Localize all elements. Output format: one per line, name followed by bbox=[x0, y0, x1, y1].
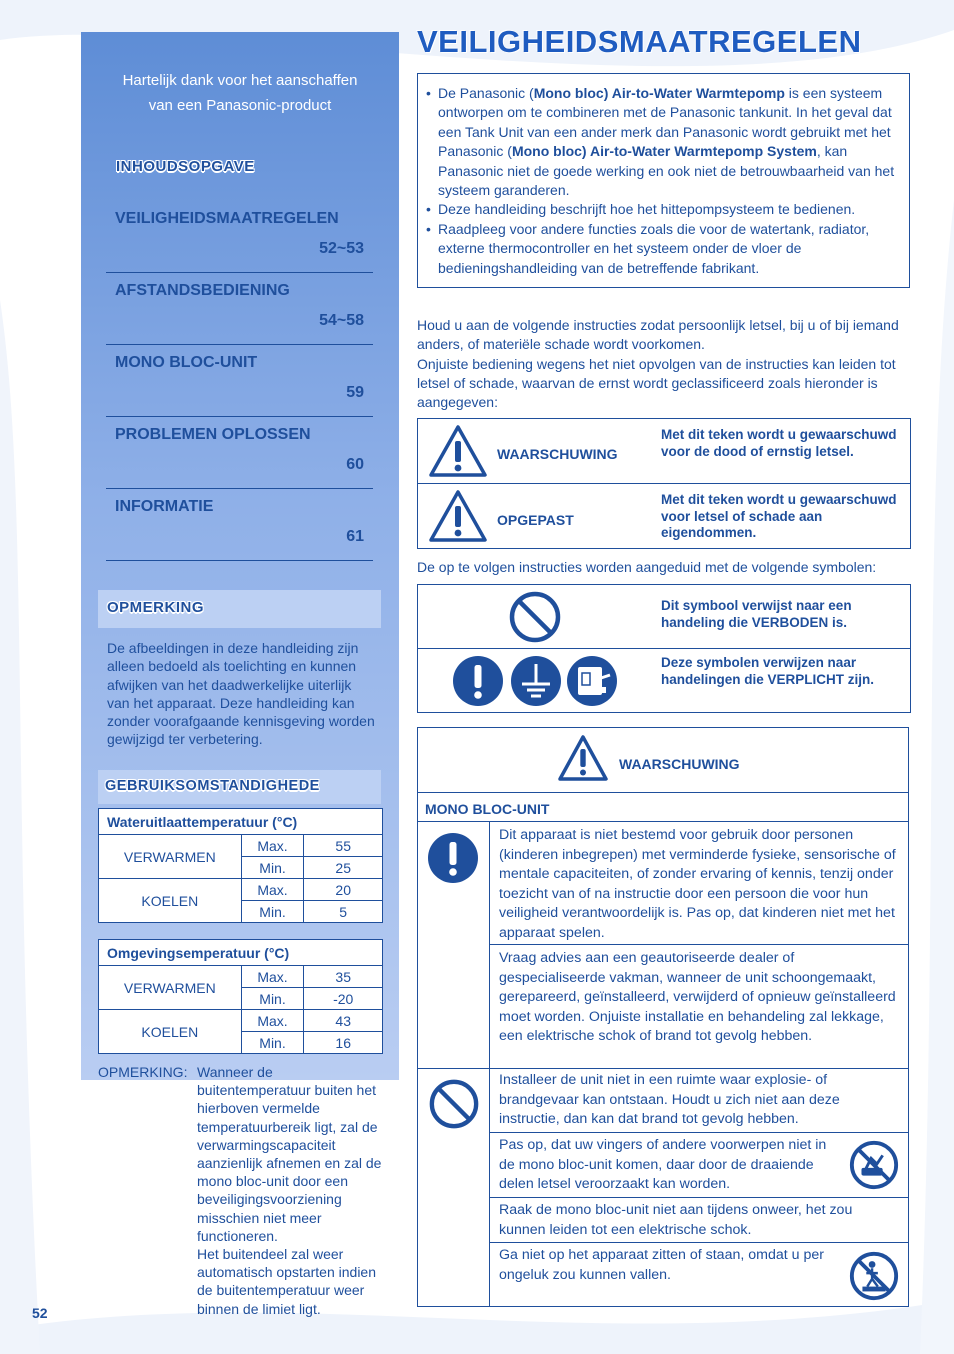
toc-item[interactable] bbox=[106, 344, 373, 417]
toc-item-pages: 60 bbox=[346, 456, 364, 473]
divider bbox=[418, 792, 908, 793]
toc-item-label: VEILIGHEIDSMAATREGELEN bbox=[115, 210, 339, 227]
table-header: Wateruitlaattemperatuur (°C) bbox=[99, 809, 383, 835]
toc-item[interactable] bbox=[106, 488, 373, 561]
page-title: VEILIGHEIDSMAATREGELEN bbox=[417, 24, 862, 59]
intro-bullet: • Raadpleeg voor andere functies zoals die voor de watertank, radiator, externe thermocontroller en het systeem onder de vloer de bedieningshandleiding van de betreffende fabrikant. bbox=[426, 220, 904, 278]
divider bbox=[489, 1132, 908, 1133]
warning-section bbox=[417, 727, 909, 1307]
paragraph-1: Houd u aan de volgende instructies zodat persoonlijk letsel, bij u of bij iemand anders, of materiële schade wordt voorkomen. bbox=[417, 317, 899, 353]
instructions-paragraph bbox=[417, 316, 909, 412]
intro-text: is een systeem ontworpen om te combineren met de Panasonic tankunit. In het geval dat een Tank Unit van een ander merk dan Panasonic wordt gebruikt met het Panasonic ( bbox=[438, 85, 892, 160]
toc-item[interactable] bbox=[106, 200, 373, 273]
intro-bullet: • Deze handleiding beschrijft hoe het hittepompsysteem te bedienen. bbox=[426, 200, 904, 219]
intro-list bbox=[426, 84, 904, 278]
remark-text-2: Het buitendeel zal weer automatisch opstarten indien de buitentemperatuur weer binnen de limiet ligt. bbox=[197, 1246, 376, 1317]
toc-item-label: MONO BLOC-UNIT bbox=[115, 354, 258, 371]
max-label: Max. bbox=[241, 879, 304, 901]
page-number: 52 bbox=[32, 1305, 48, 1321]
table-header: Omgevingsemperatuur (°C) bbox=[99, 940, 383, 966]
warning-subheading: MONO BLOC-UNIT bbox=[425, 801, 550, 817]
toc-item[interactable] bbox=[106, 416, 373, 489]
thanks-line-2: van een Panasonic-product bbox=[148, 97, 332, 114]
toc-item-pages: 61 bbox=[346, 528, 364, 545]
symbol-description: Dit symbool verwijst naar een handeling die VERBODEN is. bbox=[661, 598, 852, 630]
intro-bold: Mono bloc) Air-to-Water Warmtepomp bbox=[533, 85, 785, 101]
warning-triangle-icon bbox=[557, 734, 609, 782]
earth-ground-icon bbox=[510, 655, 562, 707]
mode-cell: KOELEN bbox=[99, 1010, 242, 1054]
thanks-text bbox=[81, 68, 399, 118]
mode-cell: VERWARMEN bbox=[99, 966, 242, 1010]
toc-heading: INHOUDSOPGAVE bbox=[116, 158, 255, 175]
symbol-row-mandatory bbox=[417, 648, 911, 713]
min-value: -20 bbox=[304, 988, 383, 1010]
no-standing-icon bbox=[848, 1250, 900, 1302]
warning-item: Dit apparaat is niet bestemd voor gebruik door personen (kinderen inbegrepen) met verminderde fysieke, sensorische of mentale capaciteiten, of zonder ervaring of kennis, tenzij onder toezicht van of na instructie door een persoon die voor hun veiligheid verantwoordelijk is. Pas op, dat kinderen niet met het apparaat spelen. bbox=[499, 827, 896, 941]
divider bbox=[489, 1242, 908, 1243]
max-label: Max. bbox=[241, 966, 304, 988]
symbols-intro: De op te volgen instructies worden aangeduid met de volgende symbolen: bbox=[417, 559, 877, 575]
water-temperature-table bbox=[98, 808, 383, 923]
min-label: Min. bbox=[241, 857, 304, 879]
max-value: 43 bbox=[304, 1010, 383, 1032]
divider bbox=[418, 821, 908, 822]
warning-item: Raak de mono bloc-unit niet aan tijdens onweer, het zou kunnen leiden tot een elektrische schok. bbox=[499, 1202, 853, 1238]
no-fingers-icon bbox=[848, 1139, 900, 1191]
mode-cell: VERWARMEN bbox=[99, 835, 242, 879]
toc-item[interactable] bbox=[106, 272, 373, 345]
max-value: 35 bbox=[304, 966, 383, 988]
intro-bold: Mono bloc) Air-to-Water Warmtepomp System bbox=[511, 143, 817, 160]
prohibited-icon bbox=[428, 1078, 480, 1130]
warning-item: Pas op, dat uw vingers of andere voorwerpen niet in de mono bloc-unit komen, daar door de draaiende delen letsel veroorzaakt kan worden. bbox=[499, 1137, 827, 1192]
symbol-row-prohibited bbox=[417, 584, 911, 649]
min-value: 25 bbox=[304, 857, 383, 879]
toc-item-pages: 54~58 bbox=[319, 312, 364, 329]
warning-item: Vraag advies aan een geautoriseerde dealer of gespecialiseerde vakman, wanneer de unit schoongemaakt, gerepareerd, geïnstalleerd, verwijderd of opnieuw geïnstalleerd moet worden. Onjuiste installatie en behandeling zal lekkage, een elektrische schok of brand tot gevolg hebben. bbox=[499, 950, 896, 1044]
min-value: 16 bbox=[304, 1032, 383, 1054]
note-heading: OPMERKING bbox=[107, 599, 205, 616]
toc-item-label: AFSTANDSBEDIENING bbox=[115, 282, 290, 299]
warning-triangle-icon bbox=[428, 424, 488, 478]
severity-label: WAARSCHUWING bbox=[497, 446, 618, 462]
intro-box bbox=[417, 73, 910, 288]
divider bbox=[489, 944, 908, 945]
max-label: Max. bbox=[241, 835, 304, 857]
ambient-temperature-table bbox=[98, 939, 383, 1054]
max-label: Max. bbox=[241, 1010, 304, 1032]
conditions-heading-bar bbox=[98, 770, 381, 804]
max-value: 20 bbox=[304, 879, 383, 901]
divider bbox=[489, 822, 490, 1306]
note-heading-bar bbox=[98, 590, 381, 628]
intro-text: , kan Panasonic niet de goede werking en ook niet de betrouwbaarheid van het systeem garanderen. bbox=[438, 143, 895, 199]
paragraph-2: Onjuiste bediening wegens het niet opvolgen van de instructies kan leiden tot letsel of schade, waarvan de ernst wordt geclassificeerd zoals hieronder is aangegeven: bbox=[417, 355, 896, 411]
divider bbox=[489, 1197, 908, 1198]
prohibited-icon bbox=[508, 590, 562, 644]
severity-description: Met dit teken wordt u gewaarschuwd voor de dood of ernstig letsel. bbox=[661, 427, 897, 459]
min-label: Min. bbox=[241, 1032, 304, 1054]
warning-heading: WAARSCHUWING bbox=[619, 756, 740, 772]
severity-row-warning bbox=[417, 418, 911, 484]
remark-text-1: Wanneer de buitentemperatuur buiten het hierboven vermelde temperatuurbereik ligt, zal de verwarmingscapaciteit aanzienlijk afnemen en zal de mono bloc-unit door een beveiligingsvoorziening misschien niet meer functioneren. bbox=[197, 1064, 382, 1244]
intro-text: De Panasonic ( bbox=[438, 85, 534, 101]
max-value: 55 bbox=[304, 835, 383, 857]
min-label: Min. bbox=[241, 901, 304, 923]
unplug-icon bbox=[566, 655, 618, 707]
remark-label: OPMERKING: bbox=[98, 1064, 188, 1080]
divider bbox=[418, 1068, 908, 1069]
remark-body bbox=[197, 1063, 387, 1318]
min-label: Min. bbox=[241, 988, 304, 1010]
severity-label: OPGEPAST bbox=[497, 512, 574, 528]
intro-bullet bbox=[426, 84, 904, 200]
toc-item-pages: 59 bbox=[346, 384, 364, 401]
symbol-description: Deze symbolen verwijzen naar handelingen die VERPLICHT zijn. bbox=[661, 655, 875, 687]
mode-cell: KOELEN bbox=[99, 879, 242, 923]
toc-item-label: INFORMATIE bbox=[115, 498, 214, 515]
thanks-line-1: Hartelijk dank voor het aanschaffen bbox=[122, 72, 358, 89]
conditions-heading: GEBRUIKSOMSTANDIGHEDE bbox=[105, 778, 320, 794]
mandatory-exclamation-icon bbox=[452, 655, 504, 707]
severity-description: Met dit teken wordt u gewaarschuwd voor letsel of schade aan eigendommen. bbox=[661, 492, 897, 541]
warning-item: Ga niet op het apparaat zitten of staan, omdat u per ongeluk zou kunnen vallen. bbox=[499, 1247, 824, 1283]
caution-triangle-icon bbox=[428, 489, 488, 543]
note-text: De afbeeldingen in deze handleiding zijn alleen bedoeld als toelichting en kunnen afwijken van het daadwerkelijke uiterlijk van het apparaat. Deze handleiding kan zonder voorafgaande kennisgeving worden gewijzigd ter verbetering. bbox=[107, 640, 375, 748]
toc-item-label: PROBLEMEN OPLOSSEN bbox=[115, 426, 311, 443]
min-value: 5 bbox=[304, 901, 383, 923]
toc-item-pages: 52~53 bbox=[319, 240, 364, 257]
severity-row-caution bbox=[417, 483, 911, 549]
mandatory-exclamation-icon bbox=[427, 832, 479, 884]
warning-item: Installeer de unit niet in een ruimte waar explosie- of brandgevaar kan ontstaan. Houdt u zich niet aan deze instructie, dan kan dat brand tot gevolg hebben. bbox=[499, 1072, 840, 1127]
